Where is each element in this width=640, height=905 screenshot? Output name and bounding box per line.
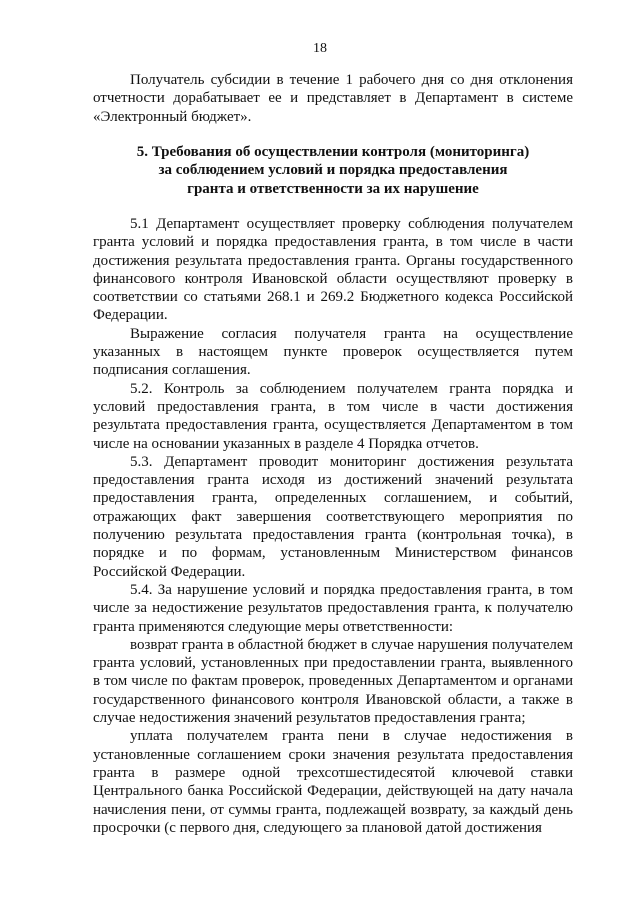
paragraph-return-grant: возврат гранта в областной бюджет в случае нарушения получателем гранта условий, установленных при предоставлении гранта, выявленного в том числе по фактам проверок, проведенных Департаментом и органами государственного финансового контроля Ивановской области, а также в случае недостижения значений результатов предоставления гранта;: [93, 636, 573, 727]
section-heading-line-2: за соблюдением условий и порядка предоставления: [158, 162, 508, 179]
paragraph-5-1: 5.1 Департамент осуществляет проверку соблюдения получателем гранта условий и порядка предоставления гранта, в том числе в части достижения результата предоставления гранта. Органы государственного финансового контроля Ивановской области осуществляют проверку в соответствии со статьями 268.1 и 269.2 Бюджетного кодекса Российской Федерации.: [93, 216, 573, 324]
section-heading-line-1: 5. Требования об осуществлении контроля (мониторинга): [136, 144, 530, 160]
intro-paragraph: Получатель субсидии в течение 1 рабочего дня со дня отклонения отчетности дорабатывает ее и представляет в Департамент в системе «Электронный бюджет».: [93, 72, 573, 125]
paragraph-5-2: 5.2. Контроль за соблюдением получателем гранта порядка и условий предоставления гранта, в том числе в части достижения результата предоставления гранта, осуществляется Департаментом в том числе на основании указанных в разделе 4 Порядка отчетов.: [93, 380, 573, 452]
section-body: [93, 215, 573, 837]
intro-block: [93, 71, 573, 126]
paragraph-5-4: 5.4. За нарушение условий и порядка предоставления гранта, в том числе за недостижение результатов предоставления гранта, к получателю гранта применяются следующие меры ответственности:: [93, 581, 573, 635]
section-heading: [93, 143, 573, 198]
paragraph-consent: Выражение согласия получателя гранта на осуществление указанных в настоящем пункте проверок осуществляется путем подписания соглашения.: [93, 325, 573, 379]
page-number: 18: [313, 41, 327, 56]
section-heading-line-3: гранта и ответственности за их нарушение: [187, 180, 479, 197]
paragraph-penalty: уплата получателем гранта пени в случае недостижения в установленные соглашением сроки значения результата предоставления гранта в размере одной трехсотшестидесятой ключевой ставки Центрального банка Российской Федерации, действующей на дату начала начисления пени, от суммы гранта, подлежащей возврату, за каждый день просрочки (с первого дня, следующего за плановой датой достижения: [93, 728, 573, 836]
paragraph-5-3: 5.3. Департамент проводит мониторинг достижения результата предоставления гранта исходя из достижений значений результата предоставления гранта, определенных соглашением, и событий, отражающих факт завершения соответствующего мероприятия по получению результата предоставления гранта (контрольная точка), в порядке и по формам, установленным Министерством финансов Российской Федерации.: [93, 453, 573, 580]
